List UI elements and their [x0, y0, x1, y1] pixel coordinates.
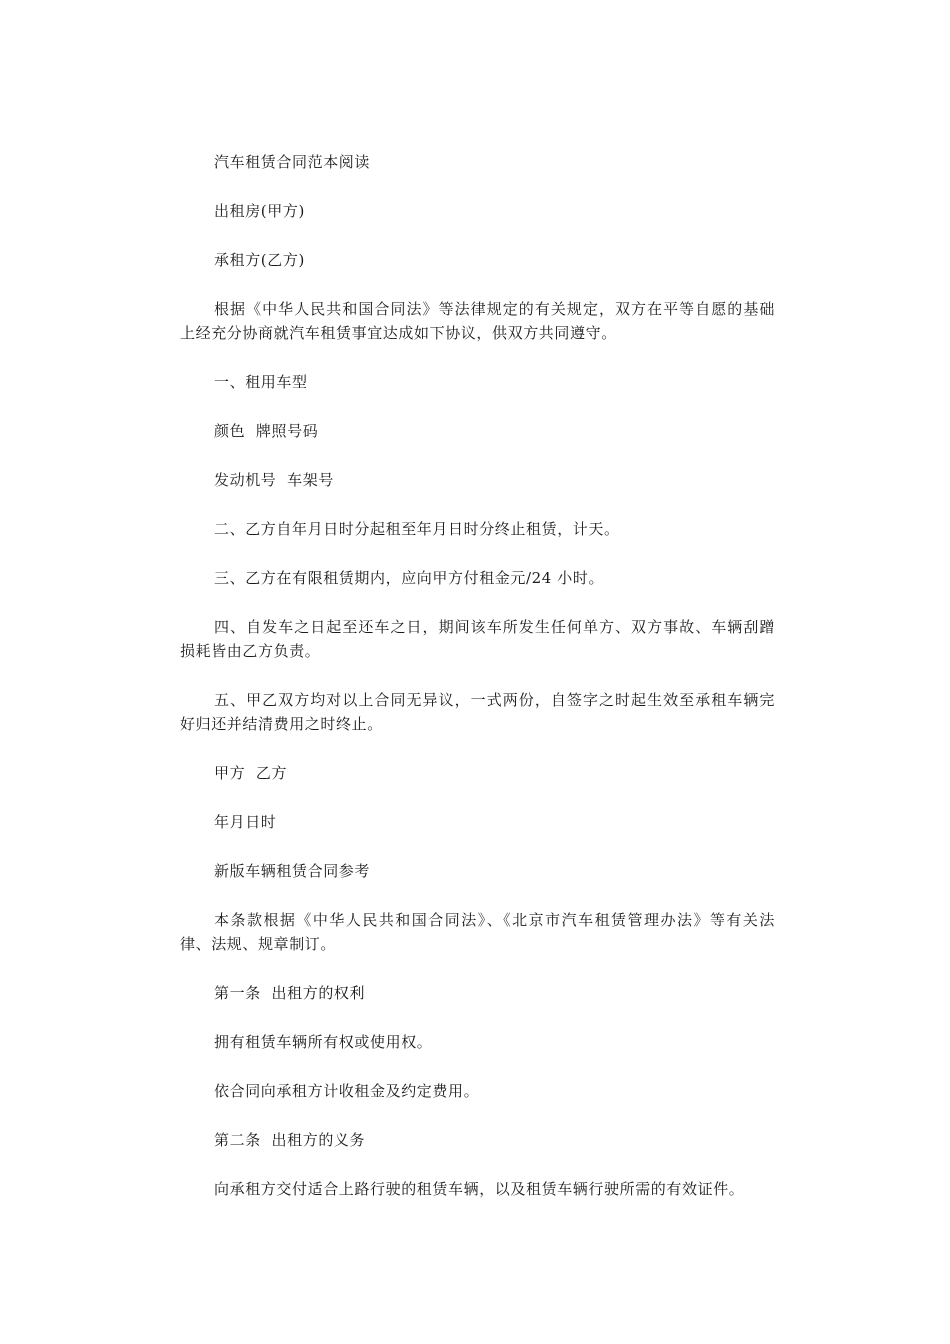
- document-title: 汽车租赁合同范本阅读: [214, 153, 371, 171]
- clause-3-rent: 三、乙方在有限租赁期内，应向甲方付租金元/24 小时。: [214, 569, 605, 587]
- section-title-new-contract: 新版车辆租赁合同参考: [214, 862, 371, 880]
- clause-1-vehicle-type: 一、租用车型: [214, 373, 308, 391]
- article-1-item-1: 拥有租赁车辆所有权或使用权。: [214, 1033, 433, 1051]
- color-plate-line: 颜色 牌照号码: [214, 422, 319, 440]
- engine-frame-line: 发动机号 车架号: [214, 471, 334, 489]
- clause-5-effect: 五、甲乙双方均对以上合同无异议，一式两份，自签字之时起生效至承租车辆完好归还并结清费用之时终止。: [180, 691, 775, 733]
- basis-paragraph: 本条款根据《中华人民共和国合同法》、《北京市汽车租赁管理办法》等有关法律、法规、规章制订。: [180, 911, 775, 953]
- signature-parties: 甲方 乙方: [214, 764, 288, 782]
- lessor-line: 出租房(甲方): [214, 202, 305, 220]
- article-2-item-1: 向承租方交付适合上路行驶的租赁车辆，以及租赁车辆行驶所需的有效证件。: [214, 1180, 745, 1198]
- clause-2-rental-period: 二、乙方自年月日时分起租至年月日时分终止租赁，计天。: [214, 520, 620, 538]
- signature-date: 年月日时: [214, 813, 277, 831]
- document-body: [180, 150, 775, 1201]
- article-1-item-2: 依合同向承租方计收租金及约定费用。: [214, 1082, 480, 1100]
- preamble-paragraph: 根据《中华人民共和国合同法》等法律规定的有关规定，双方在平等自愿的基础上经充分协商就汽车租赁事宜达成如下协议，供双方共同遵守。: [180, 300, 775, 342]
- lessee-line: 承租方(乙方): [214, 251, 305, 269]
- clause-4-liability: 四、自发车之日起至还车之日，期间该车所发生任何单方、双方事故、车辆刮蹭损耗皆由乙方负责。: [180, 618, 775, 660]
- article-2-heading: 第二条 出租方的义务: [214, 1131, 366, 1149]
- article-1-heading: 第一条 出租方的权利: [214, 984, 366, 1002]
